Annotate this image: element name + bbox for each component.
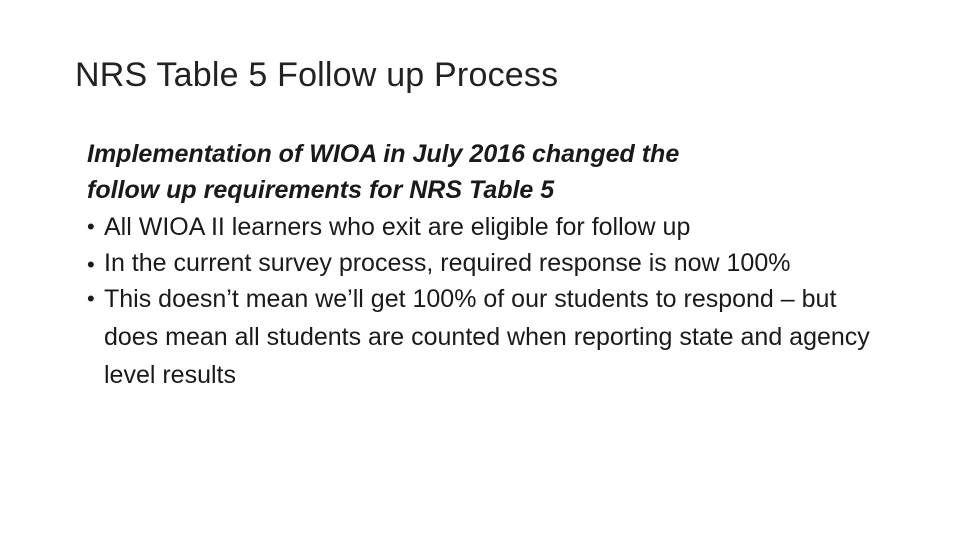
slide-title: NRS Table 5 Follow up Process bbox=[75, 56, 559, 94]
bullet-icon: • bbox=[87, 214, 95, 239]
list-item bbox=[87, 280, 894, 394]
intro-line-1: Implementation of WIOA in July 2016 changed the bbox=[87, 140, 680, 168]
intro-line-2: follow up requirements for NRS Table 5 bbox=[87, 176, 555, 204]
list-item bbox=[87, 246, 864, 280]
bullet-text: In the current survey process, required response is now 100% bbox=[104, 249, 791, 277]
bullet-icon: • bbox=[87, 286, 95, 311]
bullet-text: This doesn’t mean we’ll get 100% of our students to respond – but does mean all students are counted when reporting state and agency level results bbox=[104, 285, 870, 389]
bullet-list bbox=[87, 208, 907, 394]
bullet-icon: • bbox=[87, 252, 95, 277]
list-item bbox=[87, 208, 904, 246]
intro-text bbox=[87, 136, 907, 208]
slide-body bbox=[87, 136, 907, 394]
bullet-text: All WIOA II learners who exit are eligible for follow up bbox=[104, 213, 691, 241]
